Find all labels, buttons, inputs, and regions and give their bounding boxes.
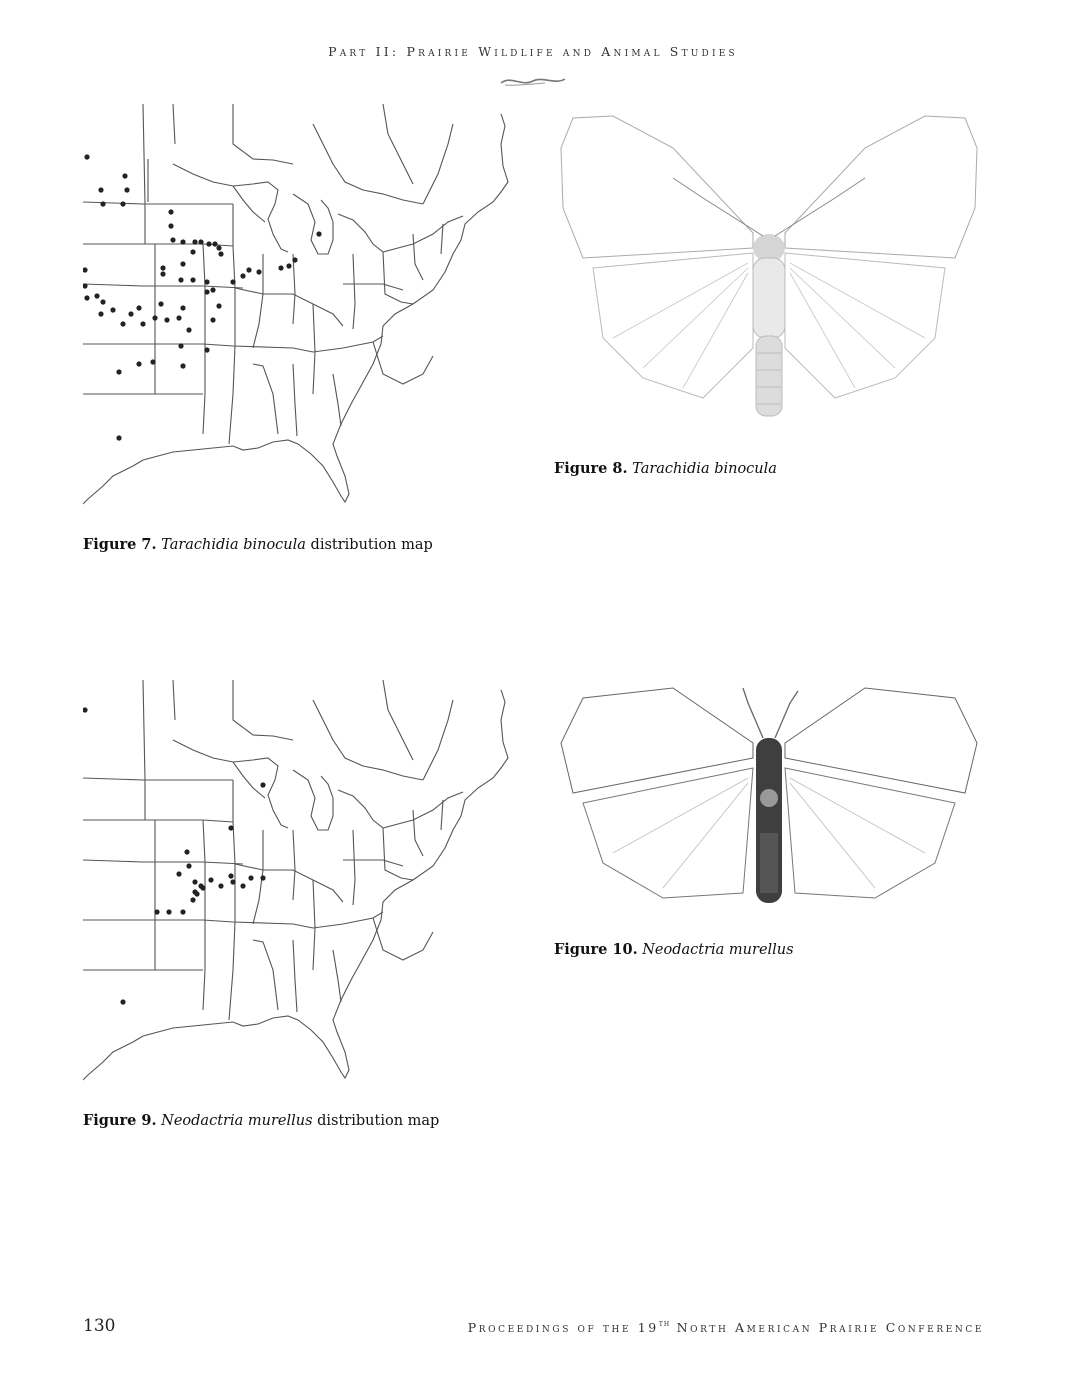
occurrence-dot (178, 277, 183, 282)
caption-figure-10 (554, 941, 794, 958)
figure-label: Figure 8. (554, 460, 628, 477)
figure-label: Figure 9. (83, 1112, 157, 1129)
occurrence-dot (210, 317, 215, 322)
species-name: Tarachidia binocula (161, 537, 306, 553)
occurrence-dot (160, 265, 165, 270)
occurrence-dot (256, 269, 261, 274)
occurrence-dot (98, 187, 103, 192)
page-number: 130 (83, 1316, 116, 1336)
occurrence-dot (94, 293, 99, 298)
occurrence-dot (122, 173, 127, 178)
occurrence-dot (116, 369, 121, 374)
caption-suffix: distribution map (305, 537, 433, 553)
caption-figure-9 (83, 1112, 439, 1129)
occurrence-dot (136, 361, 141, 366)
occurrence-dot (286, 263, 291, 268)
occurrence-dot (110, 307, 115, 312)
occurrence-dot (83, 267, 88, 272)
occurrence-dot (140, 321, 145, 326)
occurrence-dot (240, 273, 245, 278)
occurrence-dot (166, 909, 171, 914)
occurrence-dot (154, 909, 159, 914)
distribution-map-fig7 (83, 104, 513, 514)
occurrence-dot (176, 315, 181, 320)
caption-figure-7 (83, 536, 433, 553)
occurrence-dot (198, 239, 203, 244)
occurrence-dot (128, 311, 133, 316)
occurrence-dot (212, 241, 217, 246)
occurrence-dot (316, 231, 321, 236)
occurrence-dot (206, 241, 211, 246)
occurrence-dot (176, 871, 181, 876)
occurrence-dot (216, 245, 221, 250)
occurrence-dot (192, 879, 197, 884)
occurrence-dot (260, 875, 265, 880)
occurrence-dot (180, 239, 185, 244)
occurrence-dot (194, 891, 199, 896)
running-header: Part II: Prairie Wildlife and Animal Studies (328, 44, 738, 59)
occurrence-dot (180, 909, 185, 914)
occurrence-dot (180, 305, 185, 310)
occurrence-dot (170, 237, 175, 242)
occurrence-dot (198, 883, 203, 888)
occurrence-dot (168, 209, 173, 214)
occurrence-dot (158, 301, 163, 306)
occurrence-dot (84, 295, 89, 300)
footer-text-post: North American Prairie Conference (670, 1320, 984, 1335)
occurrence-dot (190, 277, 195, 282)
footer-text-pre: Proceedings of the 19 (467, 1320, 659, 1335)
occurrence-dot (204, 279, 209, 284)
occurrence-dot (83, 707, 88, 712)
occurrence-dot (84, 154, 89, 159)
moth-photo-tarachidia-binocula (553, 108, 985, 448)
occurrence-dot (190, 897, 195, 902)
figure-label: Figure 10. (554, 941, 638, 958)
occurrence-dot (116, 435, 121, 440)
running-footer (468, 1319, 984, 1335)
occurrence-dot (100, 299, 105, 304)
occurrence-dot (248, 875, 253, 880)
occurrence-dot (230, 279, 235, 284)
occurrence-dot (186, 327, 191, 332)
occurrence-dot (228, 825, 233, 830)
occurrence-dot (204, 347, 209, 352)
occurrence-dot (190, 249, 195, 254)
occurrence-dot (208, 877, 213, 882)
occurrence-dot (186, 863, 191, 868)
occurrence-dot (260, 782, 265, 787)
occurrence-dot (180, 261, 185, 266)
caption-figure-8 (554, 460, 777, 477)
distribution-map-fig9 (83, 680, 513, 1090)
species-name: Neodactria murellus (161, 1113, 313, 1129)
footer-superscript: th (658, 1319, 671, 1328)
occurrence-dot (100, 201, 105, 206)
occurrence-dot (192, 239, 197, 244)
occurrence-dot (136, 305, 141, 310)
occurrence-dot (218, 883, 223, 888)
occurrence-dot (210, 287, 215, 292)
occurrence-dot (150, 359, 155, 364)
occurrence-dot (120, 201, 125, 206)
occurrence-dot (278, 265, 283, 270)
occurrence-dot (246, 267, 251, 272)
occurrence-dot (180, 363, 185, 368)
occurrence-dot (230, 879, 235, 884)
species-name: Tarachidia binocula (632, 461, 777, 477)
species-name: Neodactria murellus (642, 942, 794, 958)
occurrence-dot (98, 311, 103, 316)
occurrence-dot (160, 271, 165, 276)
caption-suffix: distribution map (312, 1113, 440, 1129)
occurrence-dot (216, 303, 221, 308)
occurrence-dot (184, 849, 189, 854)
occurrence-dot (292, 257, 297, 262)
moth-photo-neodactria-murellus (553, 683, 985, 923)
occurrence-dot (120, 321, 125, 326)
ornament-flourish (497, 72, 569, 90)
occurrence-dot (204, 289, 209, 294)
occurrence-dot (178, 343, 183, 348)
occurrence-dot (218, 251, 223, 256)
occurrence-dot (240, 883, 245, 888)
occurrence-dot (164, 317, 169, 322)
occurrence-dot (152, 315, 157, 320)
occurrence-dot (168, 223, 173, 228)
figure-label: Figure 7. (83, 536, 157, 553)
occurrence-dot (228, 873, 233, 878)
occurrence-dot (120, 999, 125, 1004)
occurrence-dot (124, 187, 129, 192)
